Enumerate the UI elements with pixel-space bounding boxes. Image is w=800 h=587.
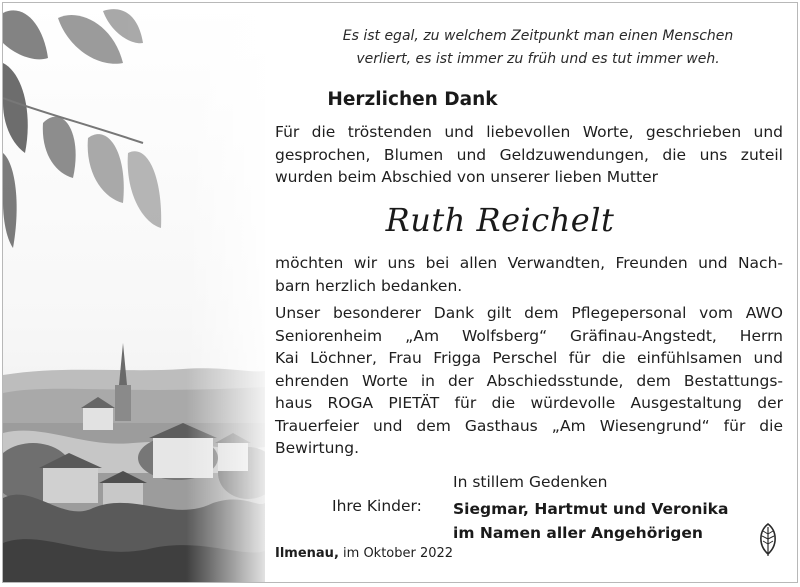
children-label: Ihre Kinder: — [332, 497, 422, 515]
special-line: haus ROGA PIETÄT für die würdevolle Ausgestaltung der — [275, 394, 783, 412]
date: im Oktober 2022 — [343, 546, 454, 561]
heading: Herzlichen Dank — [327, 89, 498, 110]
thanks-paragraph — [275, 252, 783, 297]
intro-line: gesprochen, Blumen und Geldzuwendungen, die uns zuteil — [275, 145, 783, 164]
quote-line: verliert, es ist immer zu früh und es tut immer weh. — [356, 51, 720, 67]
thanks-line: barn herzlich bedanken. — [275, 276, 463, 295]
intro-line: Für die tröstenden und liebevollen Worte, geschrieben und — [275, 123, 783, 141]
deceased-name: Ruth Reichelt — [385, 201, 615, 239]
in-memory-line: In stillem Gedenken — [453, 473, 608, 491]
quote-line: Es ist egal, zu welchem Zeitpunkt man einen Menschen — [342, 28, 734, 44]
special-line: Bewirtung. — [275, 439, 360, 457]
special-line: ehrenden Worte in der Abschiedsstunde, dem Bestattungs- — [275, 371, 783, 390]
obituary-notice — [2, 2, 798, 583]
opening-quote — [303, 25, 773, 71]
children-names: Siegmar, Hartmut und Veronika — [453, 500, 729, 518]
intro-line: wurden beim Abschied von unserer lieben Mutter — [275, 168, 658, 186]
special-line: Trauerfeier und dem Gasthaus „Am Wiesengrund“ für die — [275, 416, 783, 435]
intro-paragraph — [275, 121, 783, 189]
special-thanks-paragraph — [275, 302, 783, 460]
village-photo — [3, 3, 265, 583]
special-line: Kai Löchner, Frau Frigga Perschel für die einfühlsamen und — [275, 349, 783, 367]
signatories — [453, 497, 728, 545]
leaf-icon — [757, 523, 779, 557]
relatives-line: im Namen aller Angehörigen — [453, 524, 703, 542]
special-line: Unser besonderer Dank gilt dem Pflegepersonal vom AWO — [275, 304, 783, 322]
place: Ilmenau, — [275, 546, 339, 561]
thanks-line: möchten wir uns bei allen Verwandten, Freunden und Nach- — [275, 254, 783, 272]
special-line: Seniorenheim „Am Wolfsberg“ Gräfinau-Angstedt, Herrn — [275, 326, 783, 345]
place-date — [275, 546, 453, 561]
